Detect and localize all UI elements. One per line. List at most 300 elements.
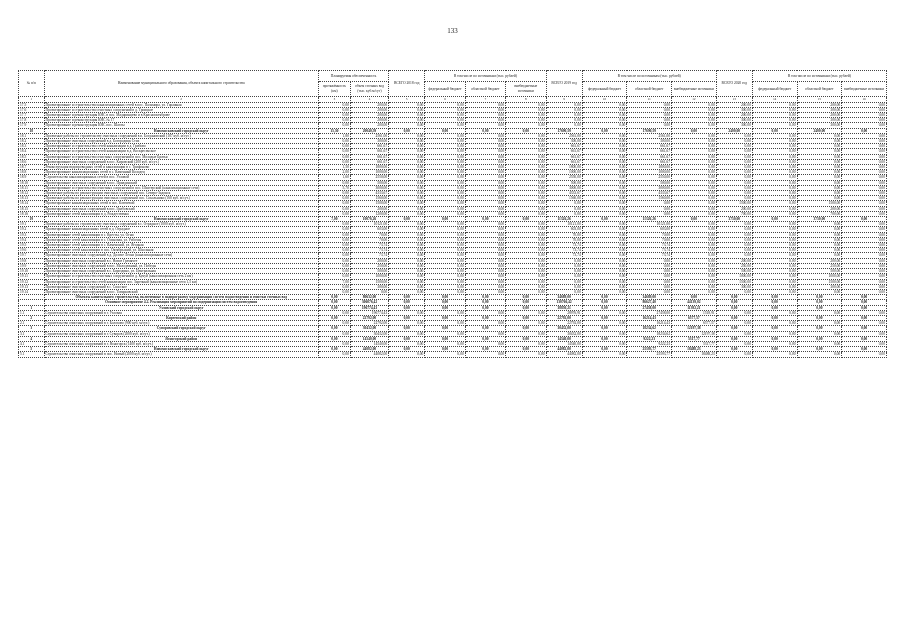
- row-value: 0,00: [465, 154, 505, 159]
- row-value: 0,00: [842, 102, 887, 107]
- row-value: 4333,67: [627, 191, 672, 196]
- row-value: 73,74: [627, 243, 672, 248]
- row-value: 0,00: [506, 107, 546, 112]
- column-number: 12: [672, 97, 717, 103]
- row-number: 19.12: [19, 279, 45, 284]
- row-value: 5,70: [318, 185, 350, 190]
- row-value: 0,00: [425, 201, 465, 206]
- row-value: 0,00: [318, 284, 350, 289]
- row-value: 0,00: [465, 347, 505, 352]
- row-value: 0,00: [318, 139, 350, 144]
- row-value: 0,00: [465, 217, 505, 222]
- row-value: 0,00: [582, 263, 627, 268]
- row-value: 0,00: [716, 352, 752, 357]
- row-number: 18.1: [19, 133, 45, 138]
- row-value: 0,00: [389, 139, 425, 144]
- row-name: Проектирование и строительство очистных сооружений в пос. Шахтерский (канализационные сети): [44, 185, 318, 190]
- row-value: 0,00: [752, 165, 797, 170]
- row-value: 6577,57: [672, 315, 717, 320]
- row-value: 0,00: [716, 321, 752, 326]
- row-number: 19.13: [19, 284, 45, 289]
- row-value: 0,00: [389, 227, 425, 232]
- row-value: 0,00: [716, 154, 752, 159]
- row-value: 0,00: [752, 222, 797, 227]
- row-value: 0,00: [797, 289, 842, 294]
- row-value: 10121,00: [546, 222, 582, 227]
- row-value: 0,00: [465, 263, 505, 268]
- row-value: 0,00: [389, 170, 425, 175]
- row-value: 0,00: [752, 113, 797, 118]
- row-value: 0,00: [318, 305, 350, 310]
- row-value: 0,00: [425, 274, 465, 279]
- row-value: 0,00: [582, 217, 627, 222]
- row-value: 0,00: [842, 315, 887, 320]
- row-name: Новомосковский городской округ: [44, 128, 318, 133]
- row-value: 0,00: [425, 165, 465, 170]
- row-value: 0,00: [672, 253, 717, 258]
- row-name: Суворовский городской округ: [44, 326, 318, 331]
- row-value: 70,00: [546, 237, 582, 242]
- row-value: 0,00: [425, 211, 465, 216]
- row-value: 0,00: [506, 310, 546, 315]
- row-value: 250,00: [716, 263, 752, 268]
- row-value: 0,00: [752, 258, 797, 263]
- row-value: 0,00: [842, 196, 887, 201]
- row-number: 2.1: [19, 321, 45, 326]
- row-value: 0,00: [842, 107, 887, 112]
- row-name: Строительство очистных сооружений в г. Болохово (900 куб. м/сут.): [44, 321, 318, 326]
- row-value: 0,00: [716, 185, 752, 190]
- row-value: 0,00: [752, 305, 797, 310]
- row-value: 0,00: [318, 123, 350, 128]
- row-name: Проектные работы по строительству очистных сооружений в п. Богдановский (107 куб. м/сут.): [44, 133, 318, 138]
- row-value: 15,50: [318, 128, 350, 133]
- row-name: Проектирование канализационных сетей в пос. Ключевой: [44, 201, 318, 206]
- row-value: 0,00: [389, 154, 425, 159]
- row-value: 0,00: [582, 154, 627, 159]
- row-value: 1500,00: [797, 201, 842, 206]
- row-value: 0,00: [797, 154, 842, 159]
- row-value: 0,00: [672, 289, 717, 294]
- row-value: 0,00: [842, 222, 887, 227]
- row-name: Проектирование сетей канализации в с. Каменский, ул. Ягодная: [44, 243, 318, 248]
- row-value: 0,00: [318, 113, 350, 118]
- row-value: 0,00: [842, 253, 887, 258]
- row-value: 0,00: [672, 211, 717, 216]
- row-value: 0,00: [425, 295, 465, 300]
- row-value: 0,00: [425, 315, 465, 320]
- row-value: 0,00: [752, 347, 797, 352]
- row-name: Ясногорский район: [44, 336, 318, 341]
- row-value: 0,00: [318, 289, 350, 294]
- row-value: 80632,00: [350, 295, 388, 300]
- row-value: 0,00: [582, 269, 627, 274]
- row-value: 0,00: [350, 289, 388, 294]
- row-number: 1: [19, 305, 45, 310]
- row-value: 0,00: [389, 269, 425, 274]
- row-value: 0,00: [752, 196, 797, 201]
- row-value: 1000,00: [716, 274, 752, 279]
- row-value: 0,00: [546, 284, 582, 289]
- row-value: 0,00: [842, 185, 887, 190]
- row-value: 0,00: [465, 165, 505, 170]
- row-value: 0,00: [318, 243, 350, 248]
- row-value: 0,00: [465, 279, 505, 284]
- row-value: 200,00: [797, 102, 842, 107]
- row-value: 0,00: [672, 175, 717, 180]
- row-value: 0,00: [627, 206, 672, 211]
- row-name: Проектирование очистных сооружений в с. Бороздино, ул. Центральная: [44, 269, 318, 274]
- row-value: 0,00: [506, 305, 546, 310]
- row-value: 0,00: [389, 185, 425, 190]
- row-value: 0,00: [752, 326, 797, 331]
- row-name: Проектирование сетей канализации в с. Кресты, ул. Огни: [44, 232, 318, 237]
- row-number: 19.7: [19, 253, 45, 258]
- row-value: 70,00: [350, 237, 388, 242]
- row-value: 10121,00: [350, 222, 388, 227]
- row-value: 1,50: [318, 165, 350, 170]
- row-value: 73,74: [546, 253, 582, 258]
- header-regional-2018: областной бюджет: [465, 82, 505, 97]
- row-value: 0,00: [389, 217, 425, 222]
- row-value: 0,00: [797, 243, 842, 248]
- row-value: 0,00: [842, 128, 887, 133]
- row-value: 0,00: [506, 139, 546, 144]
- header-federal-2018: федеральный бюджет: [425, 82, 465, 97]
- row-value: 0,00: [506, 289, 546, 294]
- row-value: 0,00: [582, 165, 627, 170]
- row-value: 0,00: [582, 284, 627, 289]
- row-value: 0,00: [842, 133, 887, 138]
- row-value: 300,00: [797, 284, 842, 289]
- row-value: 0,00: [465, 222, 505, 227]
- row-value: 0,00: [425, 341, 465, 346]
- row-value: 0,00: [425, 185, 465, 190]
- row-value: 1800,00: [627, 165, 672, 170]
- row-value: 500,00: [716, 269, 752, 274]
- row-value: 0,00: [546, 274, 582, 279]
- row-number: 18.3: [19, 144, 45, 149]
- budget-table: [18, 70, 887, 358]
- row-value: 1500,00: [350, 279, 388, 284]
- row-value: 0,00: [465, 107, 505, 112]
- row-value: 0,00: [506, 243, 546, 248]
- row-value: 0,00: [425, 196, 465, 201]
- row-value: 0,00: [752, 331, 797, 336]
- row-value: 1518,91: [672, 310, 717, 315]
- row-number: 18.15: [19, 206, 45, 211]
- row-value: 0,00: [389, 196, 425, 201]
- row-value: 0,00: [672, 295, 717, 300]
- row-name: Проектирование очистных сооружений в пос. Молодежный, ул. Победы: [44, 263, 318, 268]
- row-value: 0,00: [389, 149, 425, 154]
- row-value: 0,00: [506, 258, 546, 263]
- row-value: 0,00: [425, 326, 465, 331]
- row-value: 0,00: [672, 258, 717, 263]
- row-value: 0,00: [716, 336, 752, 341]
- row-value: 0,00: [425, 149, 465, 154]
- row-value: 0,00: [797, 185, 842, 190]
- row-value: 0,00: [506, 149, 546, 154]
- row-value: 0,00: [627, 289, 672, 294]
- row-value: 0,00: [842, 165, 887, 170]
- row-value: 0,00: [752, 123, 797, 128]
- row-value: 0,00: [318, 107, 350, 112]
- row-value: 4333,67: [350, 191, 388, 196]
- row-value: 0,00: [425, 248, 465, 253]
- row-value: 0,00: [546, 206, 582, 211]
- row-value: 10121,00: [627, 222, 672, 227]
- row-value: 300,00: [350, 284, 388, 289]
- row-value: 14540,00: [546, 336, 582, 341]
- row-number: 2: [19, 315, 45, 320]
- column-number: 9: [546, 97, 582, 103]
- row-number: 18.11: [19, 185, 45, 190]
- row-value: 250,00: [350, 263, 388, 268]
- row-name: Узловский городской округ: [44, 305, 318, 310]
- row-value: 0,00: [797, 300, 842, 305]
- row-value: 0,00: [716, 305, 752, 310]
- row-value: 0,00: [797, 191, 842, 196]
- row-value: 0,00: [425, 128, 465, 133]
- row-value: 0,00: [465, 295, 505, 300]
- row-value: 73,74: [627, 248, 672, 253]
- row-value: 0,00: [465, 102, 505, 107]
- row-value: 300,00: [716, 118, 752, 123]
- row-value: 3750,00: [797, 217, 842, 222]
- row-value: 0,00: [425, 113, 465, 118]
- row-number: 4: [19, 336, 45, 341]
- row-value: 0,00: [797, 222, 842, 227]
- row-value: 0,00: [465, 201, 505, 206]
- row-value: 0,00: [842, 310, 887, 315]
- row-value: 0,00: [752, 336, 797, 341]
- row-value: 0,00: [546, 211, 582, 216]
- row-number: 18.10: [19, 180, 45, 185]
- row-number: 19.3: [19, 232, 45, 237]
- row-value: 661,67: [627, 154, 672, 159]
- row-value: 2,00: [318, 170, 350, 175]
- row-value: 16214,43: [627, 315, 672, 320]
- row-value: 10076,26: [350, 217, 388, 222]
- row-value: 30432,00: [546, 331, 582, 336]
- row-value: 0,00: [506, 118, 546, 123]
- row-value: 0,00: [425, 118, 465, 123]
- row-value: 5317,77: [672, 341, 717, 346]
- row-value: 1500,00: [797, 279, 842, 284]
- row-value: 0,00: [425, 144, 465, 149]
- row-value: 9222,23: [627, 336, 672, 341]
- row-value: 86627,40: [627, 300, 672, 305]
- row-value: 0,00: [842, 274, 887, 279]
- row-value: 0,00: [716, 139, 752, 144]
- row-value: 0,00: [465, 144, 505, 149]
- row-value: 0,00: [716, 243, 752, 248]
- row-value: 0,00: [627, 123, 672, 128]
- row-value: 603,00: [350, 227, 388, 232]
- row-value: 0,00: [842, 243, 887, 248]
- row-value: 0,00: [797, 175, 842, 180]
- row-value: 18488,23: [672, 352, 717, 357]
- row-value: 1560,00: [350, 196, 388, 201]
- row-value: 0,00: [506, 315, 546, 320]
- row-number: 19.2: [19, 227, 45, 232]
- row-value: 0,00: [672, 170, 717, 175]
- row-value: 0,00: [797, 336, 842, 341]
- row-value: 0,00: [465, 305, 505, 310]
- row-value: 9222,23: [627, 341, 672, 346]
- row-value: 44082,00: [546, 352, 582, 357]
- row-value: 0,00: [389, 102, 425, 107]
- row-value: 0,00: [318, 232, 350, 237]
- row-value: 0,00: [389, 211, 425, 216]
- row-value: 14540,00: [350, 341, 388, 346]
- row-value: 0,00: [506, 191, 546, 196]
- row-value: 0,00: [582, 289, 627, 294]
- row-value: 0,00: [672, 139, 717, 144]
- row-value: 0,00: [627, 284, 672, 289]
- row-value: 500,00: [350, 180, 388, 185]
- row-value: 0,00: [425, 175, 465, 180]
- row-value: 0,00: [752, 139, 797, 144]
- row-value: 0,00: [425, 217, 465, 222]
- row-value: 0,00: [797, 144, 842, 149]
- row-value: 0,00: [465, 139, 505, 144]
- row-value: 0,00: [582, 201, 627, 206]
- row-value: 0,00: [546, 107, 582, 112]
- row-value: 0,00: [582, 258, 627, 263]
- row-number: 17.5: [19, 102, 45, 107]
- row-value: 0,00: [582, 149, 627, 154]
- row-value: 0,00: [582, 331, 627, 336]
- row-value: 0,00: [389, 159, 425, 164]
- row-value: 0,00: [389, 284, 425, 289]
- row-value: 0,00: [672, 222, 717, 227]
- row-value: 0,00: [465, 243, 505, 248]
- row-value: 0,00: [582, 237, 627, 242]
- row-value: 0,00: [506, 201, 546, 206]
- row-value: 0,00: [425, 258, 465, 263]
- row-value: 196774,43: [350, 305, 388, 310]
- row-value: 0,00: [752, 180, 797, 185]
- row-value: 196774,43: [350, 310, 388, 315]
- row-value: 1500,00: [350, 201, 388, 206]
- table-row: [19, 352, 887, 357]
- row-value: 2561,00: [350, 133, 388, 138]
- row-value: 0,00: [797, 248, 842, 253]
- row-value: 0,00: [842, 180, 887, 185]
- row-value: 70,00: [627, 237, 672, 242]
- row-value: 0,00: [506, 248, 546, 253]
- row-number: 19.9: [19, 263, 45, 268]
- row-value: 0,00: [389, 289, 425, 294]
- row-value: 500,00: [546, 180, 582, 185]
- row-value: 0,00: [318, 263, 350, 268]
- row-value: 1500,00: [716, 279, 752, 284]
- row-value: 0,00: [465, 180, 505, 185]
- row-value: 28976,91: [546, 310, 582, 315]
- row-value: 0,00: [797, 253, 842, 258]
- row-value: 0,00: [389, 180, 425, 185]
- row-number: 19.11: [19, 274, 45, 279]
- row-value: 200,00: [797, 258, 842, 263]
- row-value: 300,00: [797, 123, 842, 128]
- row-value: 3000,00: [350, 185, 388, 190]
- row-value: 73,74: [546, 243, 582, 248]
- row-value: 0,00: [842, 248, 887, 253]
- row-value: 0,00: [506, 144, 546, 149]
- row-value: 661,67: [350, 149, 388, 154]
- row-value: 12197,38: [672, 326, 717, 331]
- row-name: Проектирование и строительство сетей канализации в д. Воскресенское: [44, 149, 318, 154]
- row-value: 0,00: [797, 305, 842, 310]
- row-number: 17.8: [19, 118, 45, 123]
- row-value: 0,00: [318, 347, 350, 352]
- row-value: 1000,00: [350, 274, 388, 279]
- row-value: 0,00: [465, 300, 505, 305]
- row-name: Проектирование очистных сооружений в пос. Грибовский: [44, 206, 318, 211]
- row-value: 2400,00: [716, 128, 752, 133]
- row-value: 44082,00: [546, 347, 582, 352]
- row-value: 0,00: [465, 227, 505, 232]
- row-value: 300,00: [627, 139, 672, 144]
- row-value: 0,00: [672, 191, 717, 196]
- row-value: 6577,57: [672, 321, 717, 326]
- row-value: 0,00: [389, 222, 425, 227]
- row-value: 200,00: [716, 113, 752, 118]
- row-value: 0,00: [716, 253, 752, 258]
- row-value: 0,00: [752, 201, 797, 206]
- row-value: 0,00: [716, 341, 752, 346]
- row-value: 0,00: [716, 170, 752, 175]
- row-value: 0,00: [389, 258, 425, 263]
- row-name: Основное мероприятие 4.2. Реализация мероприятий по модернизации систем водоотведения: [44, 300, 318, 305]
- row-value: 0,00: [389, 191, 425, 196]
- row-value: 200,00: [716, 258, 752, 263]
- row-value: 25593,77: [627, 352, 672, 357]
- row-name: Проектирование сетей канализации в с. Осиновая, ул. Рабочая: [44, 237, 318, 242]
- row-value: 0,00: [465, 258, 505, 263]
- row-number: 18.7: [19, 165, 45, 170]
- row-value: 0,00: [716, 295, 752, 300]
- row-value: 0,00: [425, 237, 465, 242]
- row-value: 0,00: [716, 191, 752, 196]
- row-value: 0,00: [465, 237, 505, 242]
- row-name: Проектирование и реконструкция КНС в пос. Мадаринцево и в Краснооктяброве: [44, 113, 318, 118]
- row-value: 16214,43: [627, 321, 672, 326]
- row-value: 0,00: [582, 175, 627, 180]
- row-name: Новомосковский городской округ: [44, 347, 318, 352]
- row-value: 0,00: [627, 113, 672, 118]
- row-value: 0,00: [506, 253, 546, 258]
- row-value: 0,00: [425, 191, 465, 196]
- row-value: 0,00: [582, 336, 627, 341]
- row-value: 200,00: [350, 102, 388, 107]
- row-value: 44082,00: [350, 352, 388, 357]
- row-value: 3750,00: [716, 217, 752, 222]
- row-value: 0,00: [465, 253, 505, 258]
- row-value: 0,00: [318, 248, 350, 253]
- row-value: 1000,00: [546, 170, 582, 175]
- row-value: 0,00: [425, 107, 465, 112]
- row-value: 0,00: [672, 154, 717, 159]
- row-value: 0,00: [582, 144, 627, 149]
- row-value: 0,00: [582, 326, 627, 331]
- row-value: 0,00: [465, 170, 505, 175]
- row-value: 0,00: [672, 279, 717, 284]
- row-value: 0,00: [546, 123, 582, 128]
- row-number: 17.9: [19, 123, 45, 128]
